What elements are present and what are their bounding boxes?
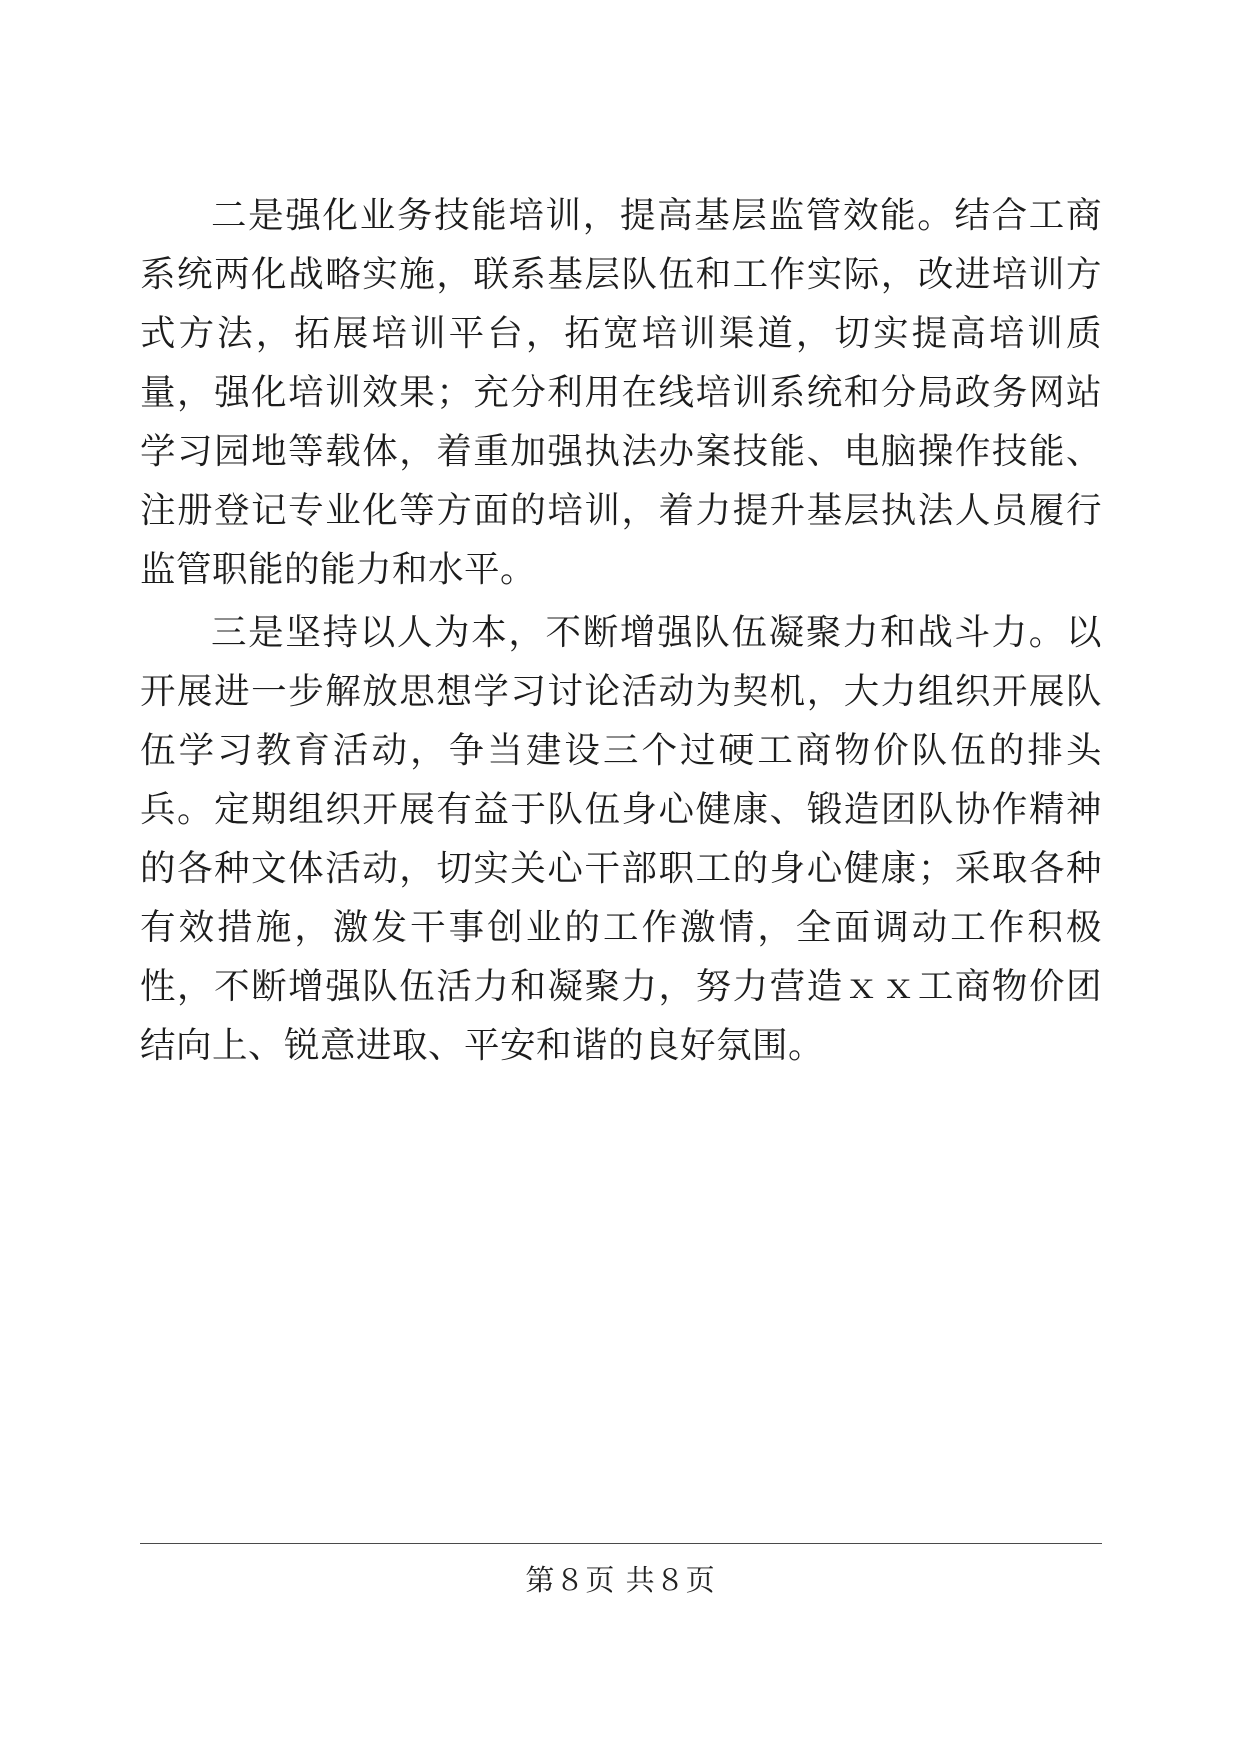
paragraph-1: 二是强化业务技能培训，提高基层监管效能。结合工商系统两化战略实施，联系基层队伍和工作实际，改进培训方式方法，拓展培训平台，拓宽培训渠道，切实提高培训质量，强化培训效果；充分利用在线培训系统和分局政务网站学习园地等载体，着重加强执法办案技能、电脑操作技能、注册登记专业化等方面的培训，着力提升基层执法人员履行监管职能的能力和水平。 <box>140 195 1102 590</box>
paragraph-2: 三是坚持以人为本，不断增强队伍凝聚力和战斗力。以开展进一步解放思想学习讨论活动为契机，大力组织开展队伍学习教育活动，争当建设三个过硬工商物价队伍的排头兵。定期组织开展有益于队伍身心健康、锻造团队协作精神的各种文体活动，切实关心干部职工的身心健康；采取各种有效措施，激发干事创业的工作激情，全面调动工作积极性，不断增强队伍活力和凝聚力，努力营造ｘｘ工商物价团结向上、锐意进取、平安和谐的良好氛围。 <box>140 612 1102 1066</box>
document-body <box>140 186 1102 1079</box>
page-footer <box>0 1543 1241 1599</box>
page-number-label: 第８页 共８页 <box>525 1563 716 1597</box>
footer-divider <box>140 1543 1102 1544</box>
